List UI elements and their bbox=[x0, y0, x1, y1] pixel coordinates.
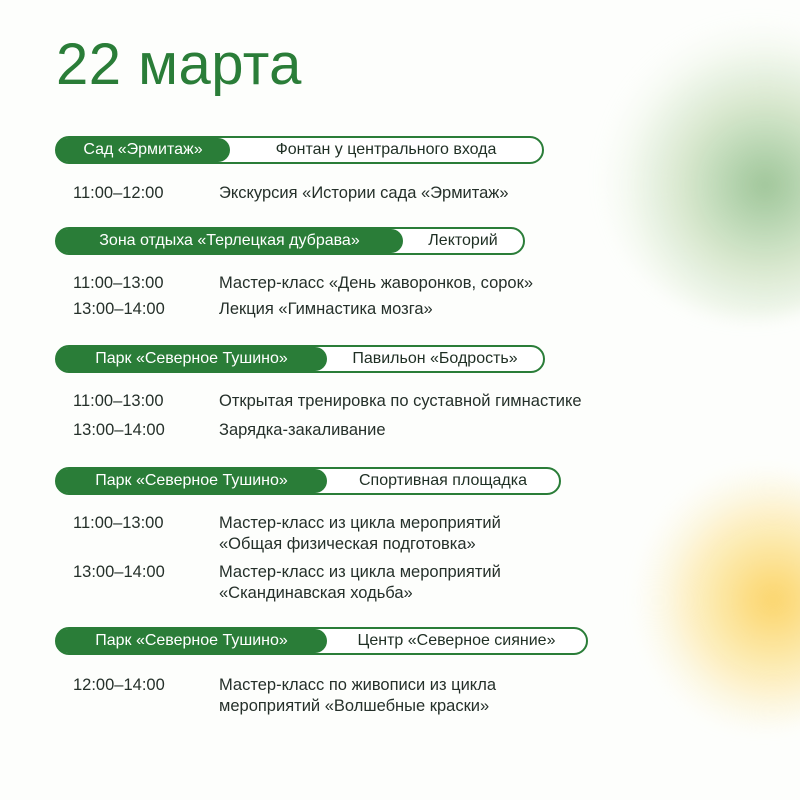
event-description: «Общая физическая подготовка» bbox=[219, 535, 476, 553]
venue-tag bbox=[55, 136, 544, 164]
event-description: «Скандинавская ходьба» bbox=[219, 584, 413, 602]
venue-label: Центр «Северное сияние» bbox=[357, 632, 556, 649]
event-description: Мастер-класс «День жаворонков, сорок» bbox=[219, 274, 533, 292]
venue-tag bbox=[55, 345, 545, 373]
event-time: 13:00–14:00 bbox=[73, 563, 165, 581]
page-title: 22 марта bbox=[56, 32, 302, 97]
event-description: Лекция «Гимнастика мозга» bbox=[219, 300, 433, 318]
event-time: 11:00–13:00 bbox=[73, 392, 164, 410]
venue-label: Спортивная площадка bbox=[359, 472, 527, 489]
venue-label: Лекторий bbox=[428, 232, 498, 249]
event-description: Мастер-класс из цикла мероприятий bbox=[219, 563, 501, 581]
event-time: 13:00–14:00 bbox=[73, 300, 165, 318]
decorative-green-blob bbox=[600, 20, 800, 320]
event-description: мероприятий «Волшебные краски» bbox=[219, 697, 490, 715]
event-description: Экскурсия «Истории сада «Эрмитаж» bbox=[219, 184, 509, 202]
location-label: Парк «Северное Тушино» bbox=[56, 629, 327, 653]
event-time: 11:00–13:00 bbox=[73, 274, 164, 292]
venue-tag bbox=[55, 467, 561, 495]
location-label: Парк «Северное Тушино» bbox=[56, 347, 327, 371]
event-description: Мастер-класс по живописи из цикла bbox=[219, 676, 497, 694]
venue-label: Фонтан у центрального входа bbox=[275, 141, 497, 158]
event-time: 13:00–14:00 bbox=[73, 421, 165, 439]
event-description: Зарядка-закаливание bbox=[219, 421, 386, 439]
location-label: Зона отдыха «Терлецкая дубрава» bbox=[56, 229, 403, 253]
event-time: 11:00–12:00 bbox=[73, 184, 164, 202]
venue-tag bbox=[55, 627, 588, 655]
event-time: 11:00–13:00 bbox=[73, 514, 164, 532]
location-label: Сад «Эрмитаж» bbox=[56, 138, 230, 162]
location-label: Парк «Северное Тушино» bbox=[56, 469, 327, 493]
event-time: 12:00–14:00 bbox=[73, 676, 165, 694]
venue-label: Павильон «Бодрость» bbox=[352, 350, 518, 367]
decorative-yellow-blob bbox=[630, 470, 800, 730]
event-description: Мастер-класс из цикла мероприятий bbox=[219, 514, 501, 532]
event-description: Открытая тренировка по суставной гимнастике bbox=[219, 392, 582, 410]
venue-tag bbox=[55, 227, 525, 255]
